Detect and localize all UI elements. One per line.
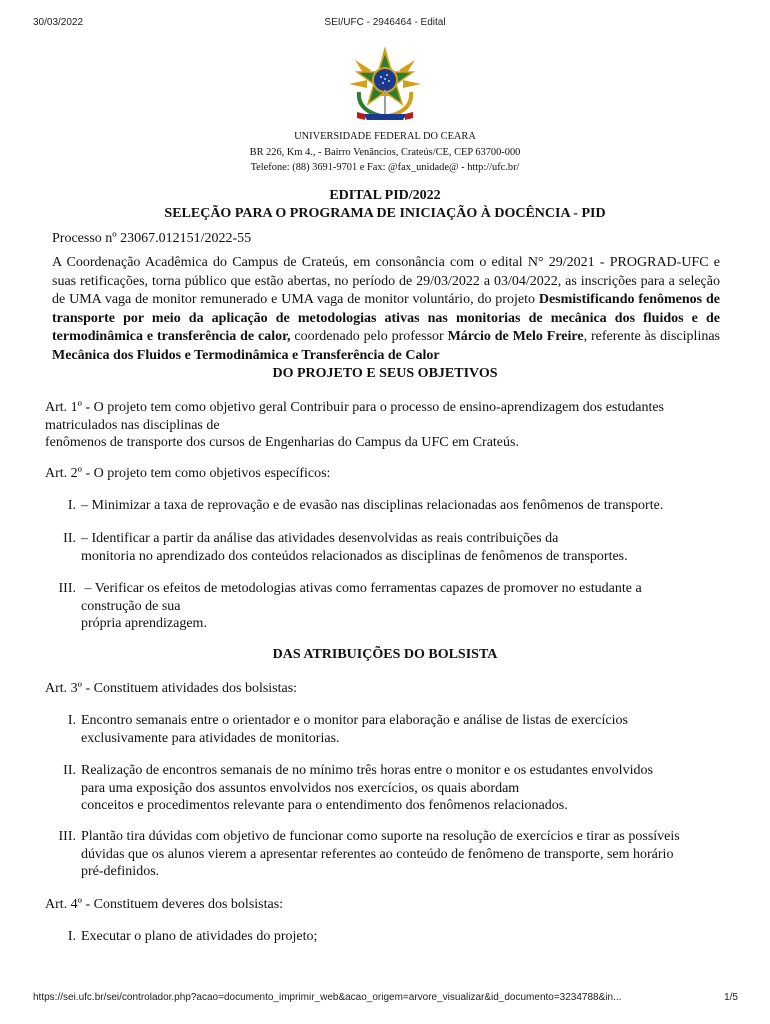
objective-text — [81, 497, 721, 515]
activity-line: pré-definidos. — [81, 864, 160, 879]
duty-text — [81, 928, 721, 946]
list-number: I. — [67, 929, 76, 944]
print-url: https://sei.ufc.br/sei/controlador.php?acao=documento_imprimir_web&acao_origem=arvore_visualizar&id_documento=3234788&in... — [33, 992, 622, 1003]
article-2-label: Art. 2º - — [45, 466, 94, 481]
article-3-label: Art. 3º - — [45, 681, 94, 696]
objective-line: – Verificar os efeitos de metodologias ativas como ferramentas capazes de promover no estudante a — [81, 581, 642, 596]
article-2-text: O projeto tem como objetivos específicos: — [93, 466, 331, 481]
brazil-coat-of-arms-icon — [345, 44, 425, 124]
intro-paragraph — [52, 254, 720, 365]
article-3-text: Constituem atividades dos bolsistas: — [93, 681, 298, 696]
list-number: I. — [67, 713, 76, 728]
duty-line: Executar o plano de atividades do projeto; — [81, 929, 318, 944]
article-4 — [45, 896, 735, 914]
article-1-line-2: fenômenos de transporte dos cursos de Engenharias do Campus da UFC em Crateús. — [45, 435, 519, 450]
print-title: SEI/UFC - 2946464 - Edital — [324, 17, 446, 28]
activity-line: Encontro semanais entre o orientador e o monitor para elaboração e análise de listas de exercícios — [81, 713, 628, 728]
institution-contact: Telefone: (88) 3691-9701 e Fax: @fax_unidade@ - http://ufc.br/ — [250, 162, 520, 173]
professor-name: Márcio de Melo Freire — [447, 329, 584, 344]
intro-text-3: , referente às disciplinas — [583, 329, 721, 344]
disciplines: Mecânica dos Fluidos e Termodinâmica e Transferência de Calor — [52, 347, 440, 363]
activity-line: conceitos e procedimentos relevante para o entendimento dos fenômenos relacionados. — [81, 798, 568, 813]
list-number: II. — [63, 763, 76, 778]
intro-text-1: A Coordenação Acadêmica do Campus de Crateús, em consonância com o edital N° 29/2021 - PROGRAD-UFC e suas retificações, torna público que estão abertas, no período de 29/03/2022 a 03/04/2022, as inscrições para a seleção de UMA vaga de monitor remunerado e UMA vaga de monitor voluntário, do projeto — [52, 255, 720, 307]
intro-text-2: coordenado pelo professor — [290, 329, 448, 344]
process-number: Processo nº 23067.012151/2022-55 — [52, 231, 252, 246]
activity-text — [81, 762, 721, 815]
institution-name: UNIVERSIDADE FEDERAL DO CEARA — [294, 131, 476, 142]
list-number: I. — [67, 498, 76, 513]
activity-line: Plantão tira dúvidas com objetivo de funcionar como suporte na resolução de exercícios e tirar as possíveis — [81, 829, 680, 844]
section-heading-objectives: DO PROJETO E SEUS OBJETIVOS — [272, 366, 498, 381]
page-number: 1/5 — [724, 992, 738, 1003]
article-2 — [45, 465, 735, 483]
article-1-text: O projeto tem como objetivo geral Contribuir para o processo de ensino-aprendizagem dos estudantes matriculados nas disciplinas de — [45, 400, 665, 433]
objective-line: – Identificar a partir da análise das atividades desenvolvidas as reais contribuições da — [81, 531, 559, 546]
objective-text — [81, 580, 721, 633]
article-1 — [45, 399, 735, 452]
article-4-label: Art. 4º - — [45, 897, 94, 912]
article-1-label: Art. 1º - — [45, 400, 94, 415]
section-heading-duties: DAS ATRIBUIÇÕES DO BOLSISTA — [272, 647, 498, 662]
activity-line: Realização de encontros semanais de no mínimo três horas entre o monitor e os estudantes envolvidos — [81, 763, 653, 778]
activity-text — [81, 712, 721, 747]
activity-line: exclusivamente para atividades de monitorias. — [81, 730, 340, 746]
objective-text — [81, 530, 721, 565]
list-number: III. — [58, 829, 76, 844]
activity-line: para uma exposição dos assuntos envolvidos nos exercícios, os quais abordam — [81, 780, 520, 796]
objective-line: construção de sua — [81, 598, 181, 614]
activity-text — [81, 828, 721, 881]
objective-line: própria aprendizagem. — [81, 616, 207, 631]
print-date: 30/03/2022 — [33, 17, 84, 28]
activity-line: dúvidas que os alunos vierem a apresentar referentes ao conteúdo de fenômeno de transporte, sem horário — [81, 846, 674, 862]
document-subtitle: SELEÇÃO PARA O PROGRAMA DE INICIAÇÃO À DOCÊNCIA - PID — [164, 206, 606, 221]
objective-line: monitoria no aprendizado dos conteúdos relacionados as disciplinas de fenômenos de transportes. — [81, 548, 628, 564]
article-3 — [45, 680, 735, 698]
document-title: EDITAL PID/2022 — [329, 188, 441, 203]
article-1-line-1 — [45, 399, 735, 434]
article-4-text: Constituem deveres dos bolsistas: — [93, 897, 284, 912]
project-name: Desmistificando fenômenos de transporte por meio da aplicação de metodologias ativas nas monitorias de mecânica dos fluidos e de termodinâmica e transferência de calor, — [52, 292, 720, 344]
objective-line: – Minimizar a taxa de reprovação e de evasão nas disciplinas relacionadas aos fenômenos de transporte. — [81, 498, 664, 513]
list-number: III. — [58, 581, 76, 596]
list-number: II. — [63, 531, 76, 546]
institution-address: BR 226, Km 4., - Bairro Venâncios, Crateús/CE, CEP 63700-000 — [249, 147, 521, 158]
